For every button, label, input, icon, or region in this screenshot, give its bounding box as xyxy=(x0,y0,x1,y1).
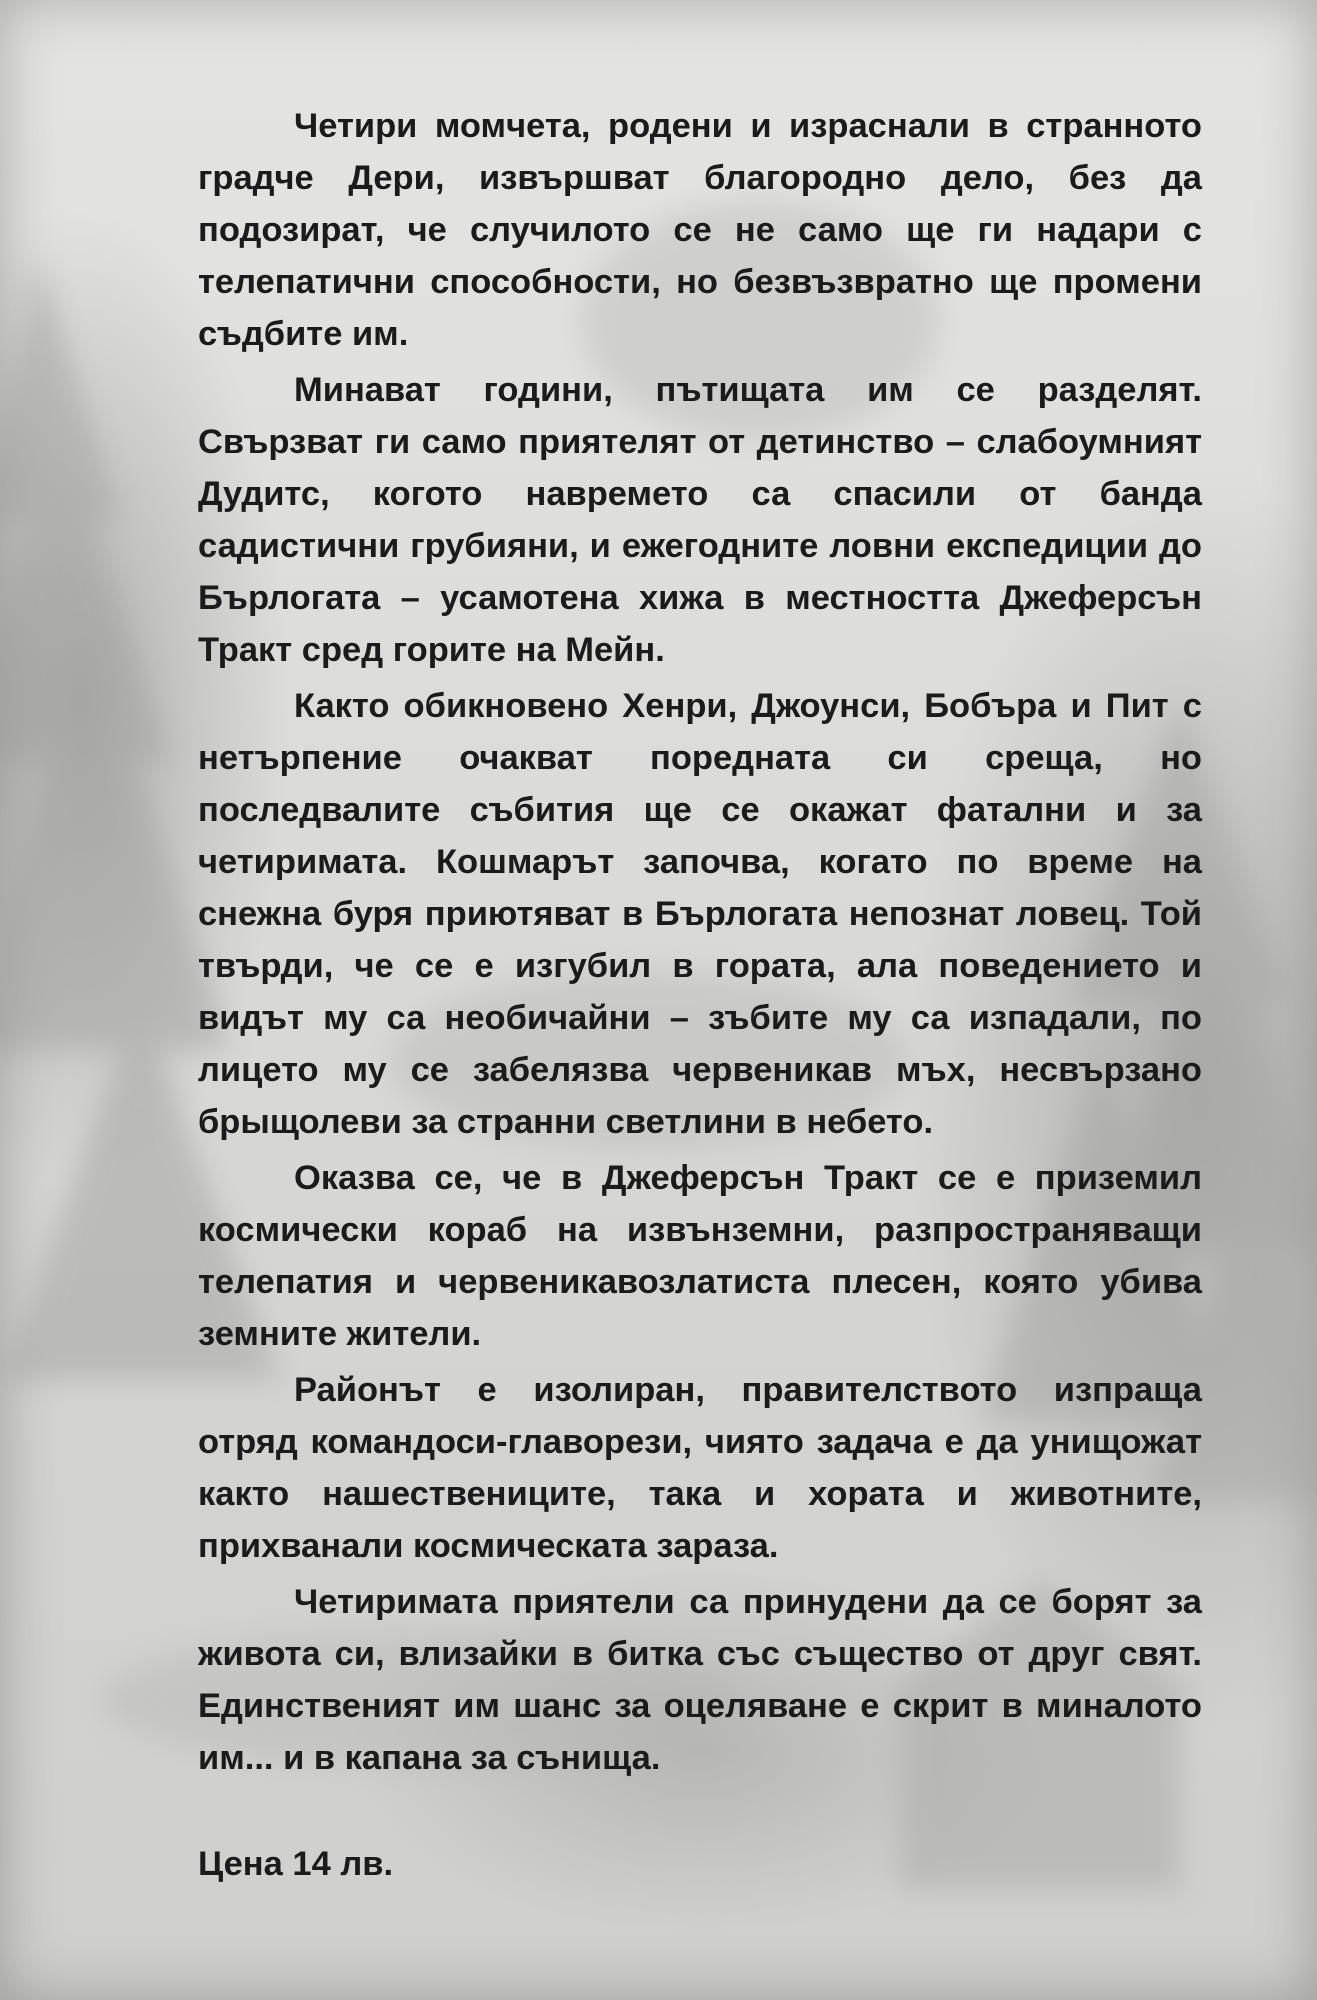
blurb-paragraph-3: Както обикновено Хенри, Джоунси, Бобъра и Пит с нетърпение очакват поредната си среща, но последвалите събития ще се окажат фатални и за четиримата. Кошмарът започва, когато по време на снежна буря приютяват в Бърлогата непознат ловец. Той твърди, че се е изгубил в гората, ала поведението и видът му са необичайни – зъбите му са изпадали, по лицето му се забелязва червеникав мъх, несвързано брыщолеви за странни светлини в небето. xyxy=(198,687,1202,1141)
blurb-paragraph-5: Районът е изолиран, правителството изпраща отряд командоси-главорези, чиято задача е да унищожат както нашествениците, така и хората и животните, прихванали космическата зараза. xyxy=(198,1371,1202,1565)
blurb-paragraph-4: Оказва се, че в Джеферсън Тракт се е приземил космически кораб на извънземни, разпространяващи телепатия и червеникавозлатиста плесен, която убива земните жители. xyxy=(198,1159,1202,1353)
blurb-paragraph-2: Минават години, пътищата им се разделят. Свързват ги само приятелят от детинство – слабоумният Дудитс, когото навремето са спасили от банда садистични грубияни, и ежегодните ловни експедиции до Бърлогата – усамотена хижа в местността Джеферсън Тракт сред горите на Мейн. xyxy=(198,371,1202,669)
blurb-paragraph-6: Четиримата приятели са принудени да се борят за живота си, влизайки в битка със същество от друг свят. Единственият им шанс за оцеляване е скрит в миналото им... и в капана за сънища. xyxy=(198,1583,1202,1777)
back-cover-blurb xyxy=(198,100,1202,1788)
blurb-paragraph-1: Четири момчета, родени и израснали в странното градче Дери, извършват благородно дело, без да подозират, че случилото се не само ще ги надари с телепатични способности, но безвъзвратно ще промени съдбите им. xyxy=(198,107,1202,353)
price-label: Цена 14 лв. xyxy=(198,1845,394,1883)
